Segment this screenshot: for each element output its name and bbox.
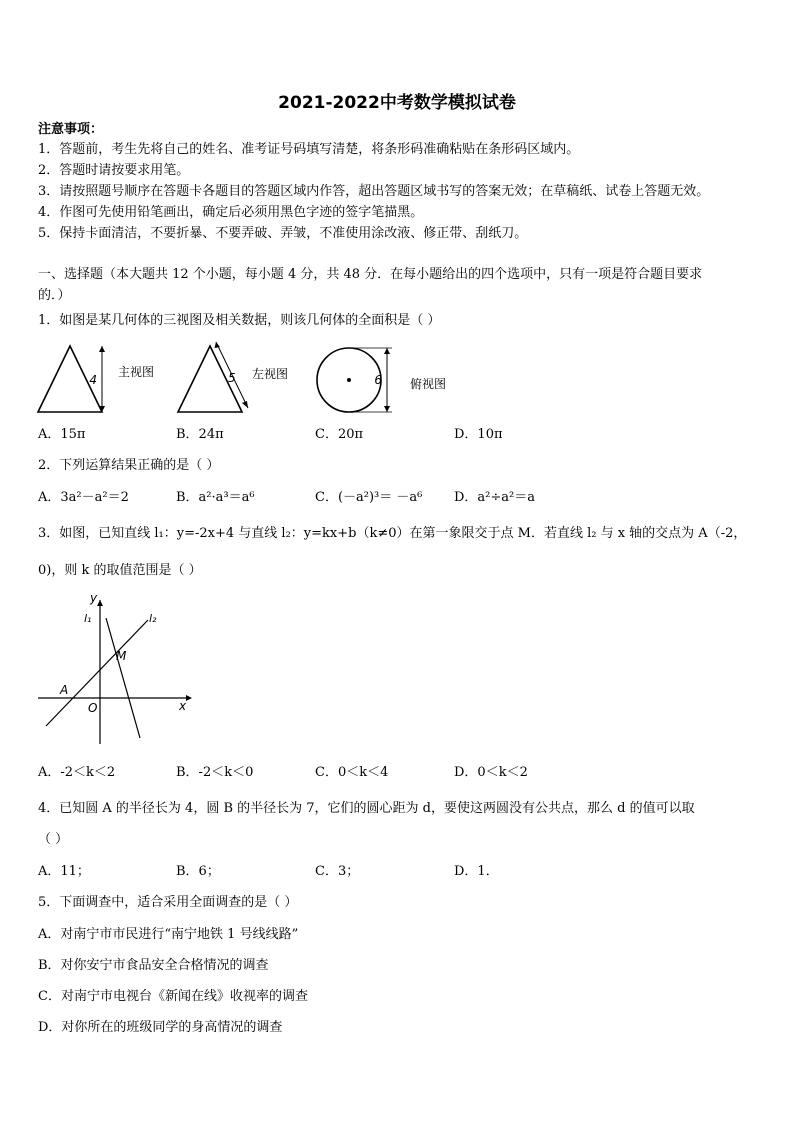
question-5-stem: 5．下面调查中，适合采用全面调查的是（ ） [38,895,298,910]
q2-option-d: D．a²÷a²＝a [454,490,535,505]
notice-item: 1．答题前，考生先将自己的姓名、准考证号码填写清楚，将条形码准确粘贴在条形码区域内。 [38,142,580,157]
notice-item: 2．答题时请按要求用笔。 [38,163,190,178]
front-view-dim: 4 [89,373,97,387]
l1-label: l₁ [84,612,92,625]
page-title: 2021-2022中考数学模拟试卷 [278,93,516,113]
question-3-stem-cont: 0)，则 k 的取值范围是（ ） [38,563,202,578]
x-axis-label: x [179,699,187,713]
side-view-label: 左视图 [252,367,289,381]
q4-option-d: D．1． [454,864,499,879]
notice-item: 4．作图可先使用铅笔画出，确定后必须用黑色字迹的签字笔描黑。 [38,205,424,220]
side-view-dim: 5 [228,371,236,385]
q5-option-c: C．对南宁市电视台《新闻在线》收视率的调查 [38,989,308,1004]
q5-option-b: B．对你安宁市食品安全合格情况的调查 [38,958,269,973]
q4-option-b: B．6； [176,864,220,879]
question-4-stem: 4．已知圆 A 的半径长为 4，圆 B 的半径长为 7，它们的圆心距为 d，要使这两圆没有公共点，那么 d 的值可以取 [38,801,695,816]
q5-option-a: A．对南宁市市民进行“南宁地铁 1 号线线路” [38,927,299,942]
side-view-triangle [178,342,248,412]
q2-option-a: A．3a²－a²＝2 [38,490,129,505]
point-m-label: M [116,649,127,663]
front-view-label: 主视图 [118,365,155,379]
q5-option-d: D．对你所在的班级同学的身高情况的调查 [38,1020,283,1035]
y-axis-label: y [90,591,98,605]
question-4-stem-cont: （ ） [38,832,69,847]
q2-option-b: B．a²·a³＝a⁶ [176,490,255,505]
q3-option-c: C．0＜k＜4 [315,765,389,780]
q1-option-a: A．15π [38,427,86,442]
line-l1 [106,618,140,738]
q1-option-b: B．24π [176,427,224,442]
notice-item: 3．请按照题号顺序在答题卡各题目的答题区域内作答，超出答题区域书写的答案无效；在草稿纸、试卷上答题无效。 [38,184,710,199]
q3-option-b: B．-2＜k＜0 [176,765,254,780]
point-a-label: A [60,683,69,697]
origin-label: O [88,701,98,715]
question-1-stem: 1．如图是某几何体的三视图及相关数据，则该几何体的全面积是（ ） [38,313,441,328]
q4-option-a: A．11； [38,864,90,879]
question-2-stem: 2．下列运算结果正确的是（ ） [38,458,220,473]
top-view-dim: 6 [374,373,382,387]
coordinate-graph [36,590,196,750]
l2-label: l₂ [149,612,157,625]
question-3-stem: 3．如图，已知直线 l₁：y=-2x+4 与直线 l₂：y=kx+b（k≠0）在第一象限交于点 M．若直线 l₂ 与 x 轴的交点为 A（-2， [38,526,747,541]
q3-option-d: D．0＜k＜2 [454,765,528,780]
section-heading: 一、选择题（本大题共 12 个小题，每小题 4 分，共 48 分．在每小题给出的四个选项中，只有一项是符合题目要求 [38,267,703,282]
section-heading-cont: 的．） [38,288,71,303]
q2-option-c: C．(－a²)³＝ －a⁶ [315,490,423,505]
notice-item: 5．保持卡面清洁，不要折暴、不要弄破、弄皱，不准使用涂改液、修正带、刮纸刀。 [38,226,528,241]
q4-option-c: C．3； [315,864,360,879]
notice-heading: 注意事项： [38,122,104,137]
three-view-figure [36,338,456,418]
top-view-label: 俯视图 [410,377,447,391]
q1-option-c: C．20π [315,427,364,442]
q1-option-d: D．10π [454,427,503,442]
q3-option-a: A．-2＜k＜2 [38,765,116,780]
